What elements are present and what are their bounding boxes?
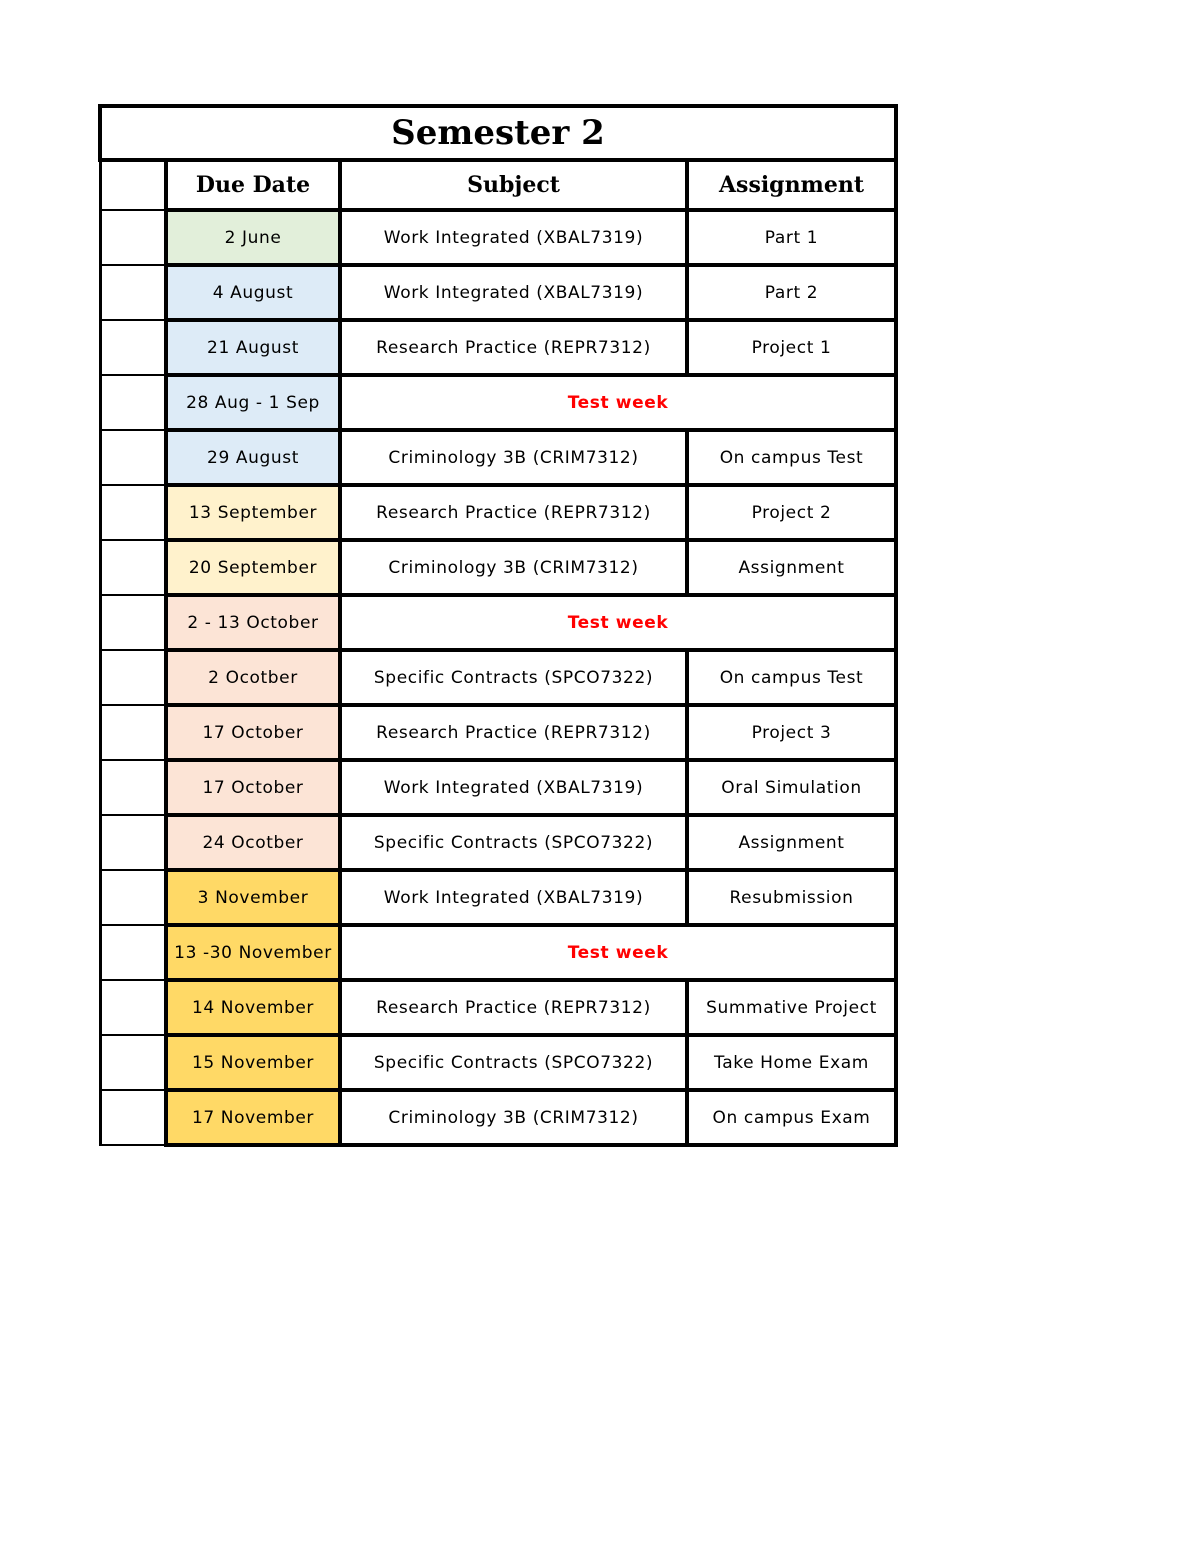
subject-cell: Work Integrated (XBAL7319)	[340, 265, 687, 320]
page-title: Semester 2	[100, 106, 896, 160]
subject-cell: Criminology 3B (CRIM7312)	[340, 540, 687, 595]
table-row	[100, 595, 896, 650]
blank-cell	[100, 210, 166, 265]
subject-cell: Work Integrated (XBAL7319)	[340, 760, 687, 815]
subject-cell: Criminology 3B (CRIM7312)	[340, 1090, 687, 1145]
due-date-cell: 13 -30 November	[166, 925, 340, 980]
assignment-cell: Part 1	[687, 210, 896, 265]
subject-cell: Criminology 3B (CRIM7312)	[340, 430, 687, 485]
due-date-cell: 3 November	[166, 870, 340, 925]
assignment-cell: Summative Project	[687, 980, 896, 1035]
blank-cell	[100, 705, 166, 760]
subject-cell: Specific Contracts (SPCO7322)	[340, 815, 687, 870]
due-date-cell: 17 November	[166, 1090, 340, 1145]
table-row	[100, 705, 896, 760]
blank-cell	[100, 160, 166, 210]
header-subject: Subject	[340, 160, 687, 210]
table-row	[100, 760, 896, 815]
header-due-date: Due Date	[166, 160, 340, 210]
subject-cell: Research Practice (REPR7312)	[340, 980, 687, 1035]
semester-schedule-table	[98, 104, 898, 1147]
due-date-cell: 2 Ocotber	[166, 650, 340, 705]
assignment-cell: Take Home Exam	[687, 1035, 896, 1090]
table-row	[100, 1090, 896, 1145]
due-date-cell: 20 September	[166, 540, 340, 595]
blank-cell	[100, 760, 166, 815]
blank-cell	[100, 870, 166, 925]
table-row	[100, 430, 896, 485]
table-row	[100, 485, 896, 540]
subject-cell: Specific Contracts (SPCO7322)	[340, 650, 687, 705]
table-row	[100, 320, 896, 375]
assignment-cell: On campus Test	[687, 650, 896, 705]
header-assignment: Assignment	[687, 160, 896, 210]
table-row	[100, 650, 896, 705]
subject-cell: Specific Contracts (SPCO7322)	[340, 1035, 687, 1090]
assignment-cell: Project 2	[687, 485, 896, 540]
blank-cell	[100, 265, 166, 320]
table-row	[100, 980, 896, 1035]
schedule-body	[100, 106, 896, 1145]
due-date-cell: 15 November	[166, 1035, 340, 1090]
due-date-cell: 24 Ocotber	[166, 815, 340, 870]
due-date-cell: 4 August	[166, 265, 340, 320]
table-row	[100, 815, 896, 870]
due-date-cell: 29 August	[166, 430, 340, 485]
blank-cell	[100, 1090, 166, 1145]
assignment-cell: On campus Test	[687, 430, 896, 485]
subject-cell: Research Practice (REPR7312)	[340, 320, 687, 375]
blank-cell	[100, 650, 166, 705]
header-row	[100, 160, 896, 210]
assignment-cell: Assignment	[687, 815, 896, 870]
subject-cell: Work Integrated (XBAL7319)	[340, 870, 687, 925]
due-date-cell: 13 September	[166, 485, 340, 540]
due-date-cell: 14 November	[166, 980, 340, 1035]
blank-cell	[100, 595, 166, 650]
assignment-cell: Assignment	[687, 540, 896, 595]
blank-cell	[100, 375, 166, 430]
blank-cell	[100, 430, 166, 485]
table-row	[100, 210, 896, 265]
table-row	[100, 265, 896, 320]
blank-cell	[100, 925, 166, 980]
test-week-cell: Test week	[340, 375, 896, 430]
subject-cell: Research Practice (REPR7312)	[340, 485, 687, 540]
blank-cell	[100, 815, 166, 870]
table-row	[100, 540, 896, 595]
assignment-cell: Project 3	[687, 705, 896, 760]
due-date-cell: 2 - 13 October	[166, 595, 340, 650]
assignment-cell: Project 1	[687, 320, 896, 375]
blank-cell	[100, 320, 166, 375]
blank-cell	[100, 540, 166, 595]
due-date-cell: 21 August	[166, 320, 340, 375]
subject-cell: Research Practice (REPR7312)	[340, 705, 687, 760]
assignment-cell: Oral Simulation	[687, 760, 896, 815]
blank-cell	[100, 980, 166, 1035]
table-row	[100, 870, 896, 925]
due-date-cell: 17 October	[166, 760, 340, 815]
table-row	[100, 375, 896, 430]
due-date-cell: 28 Aug - 1 Sep	[166, 375, 340, 430]
test-week-cell: Test week	[340, 595, 896, 650]
table-row	[100, 1035, 896, 1090]
blank-cell	[100, 1035, 166, 1090]
title-row	[100, 106, 896, 160]
blank-cell	[100, 485, 166, 540]
assignment-cell: On campus Exam	[687, 1090, 896, 1145]
subject-cell: Work Integrated (XBAL7319)	[340, 210, 687, 265]
assignment-cell: Part 2	[687, 265, 896, 320]
due-date-cell: 2 June	[166, 210, 340, 265]
test-week-cell: Test week	[340, 925, 896, 980]
assignment-cell: Resubmission	[687, 870, 896, 925]
due-date-cell: 17 October	[166, 705, 340, 760]
table-row	[100, 925, 896, 980]
